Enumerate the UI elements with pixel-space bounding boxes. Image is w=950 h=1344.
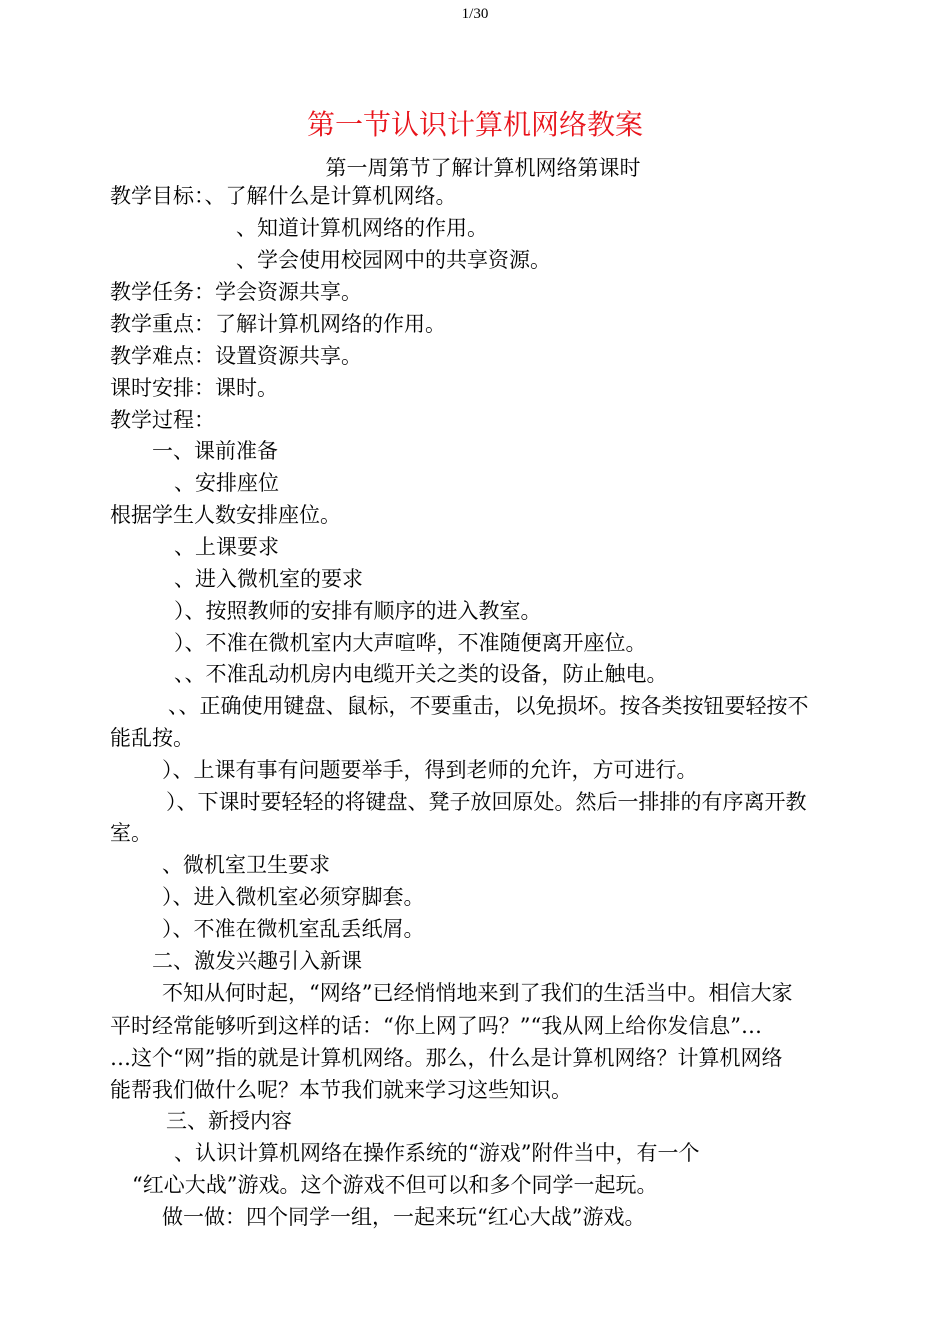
text-line: 教学任务：学会资源共享。 bbox=[110, 280, 362, 304]
text-line: 、上课要求 bbox=[174, 535, 279, 559]
text-line: 、微机室卫生要求 bbox=[162, 853, 330, 877]
text-line: 课时安排：课时。 bbox=[110, 376, 278, 400]
text-line: 、、正确使用键盘、鼠标，不要重击，以免损坏。按各类按钮要轻按不 bbox=[168, 694, 809, 718]
text-line: 一、课前准备 bbox=[152, 439, 278, 463]
text-line: 教学过程： bbox=[110, 408, 215, 432]
text-line: “红心大战”游戏。这个游戏不但可以和多个同学一起玩。 bbox=[132, 1173, 658, 1197]
document-title: 第一节认识计算机网络教案 bbox=[306, 108, 643, 141]
text-line: 教学重点：了解计算机网络的作用。 bbox=[110, 312, 446, 336]
text-line: 能乱按。 bbox=[110, 726, 194, 750]
text-line: ）、进入微机室必须穿脚套。 bbox=[162, 885, 425, 909]
text-line: 平时经常能够听到这样的话：“你上网了吗？”“我从网上给你发信息”… bbox=[110, 1014, 762, 1038]
document-subtitle: 第一周第节了解计算机网络第课时 bbox=[325, 156, 641, 180]
text-line: ）、按照教师的安排有顺序的进入教室。 bbox=[174, 599, 542, 623]
text-line: 不知从何时起，“网络”已经悄悄地来到了我们的生活当中。相信大家 bbox=[162, 981, 793, 1005]
text-line: 根据学生人数安排座位。 bbox=[110, 503, 341, 527]
text-line: ）、下课时要轻轻的将键盘、凳子放回原处。然后一排排的有序离开教 bbox=[166, 790, 807, 814]
text-line: 、学会使用校园网中的共享资源。 bbox=[236, 248, 551, 272]
text-line: ）、上课有事有问题要举手，得到老师的允许，方可进行。 bbox=[162, 758, 698, 782]
text-line: 、知道计算机网络的作用。 bbox=[236, 216, 488, 240]
text-line: ）、不准在微机室乱丢纸屑。 bbox=[162, 917, 425, 941]
text-line: 做一做：四个同学一组，一起来玩“红心大战”游戏。 bbox=[162, 1205, 646, 1229]
text-line: 、、不准乱动机房内电缆开关之类的设备，防止触电。 bbox=[174, 662, 668, 686]
text-line: 、认识计算机网络在操作系统的“游戏”附件当中，有一个 bbox=[174, 1141, 700, 1165]
text-line: ）、不准在微机室内大声喧哗，不准随便离开座位。 bbox=[174, 631, 647, 655]
text-line: 能帮我们做什么呢？本节我们就来学习这些知识。 bbox=[110, 1078, 572, 1102]
text-line: 、安排座位 bbox=[174, 471, 279, 495]
page-number: 1/30 bbox=[461, 6, 489, 22]
text-line: 二、激发兴趣引入新课 bbox=[152, 949, 362, 973]
text-line: 室。 bbox=[110, 821, 152, 845]
text-line: 三、新授内容 bbox=[166, 1109, 292, 1133]
text-line: 、进入微机室的要求 bbox=[174, 567, 363, 591]
text-line: …这个“网”指的就是计算机网络。那么，什么是计算机网络？计算机网络 bbox=[110, 1046, 783, 1070]
text-line: 教学目标：、了解什么是计算机网络。 bbox=[110, 184, 457, 208]
text-line: 教学难点：设置资源共享。 bbox=[110, 344, 362, 368]
